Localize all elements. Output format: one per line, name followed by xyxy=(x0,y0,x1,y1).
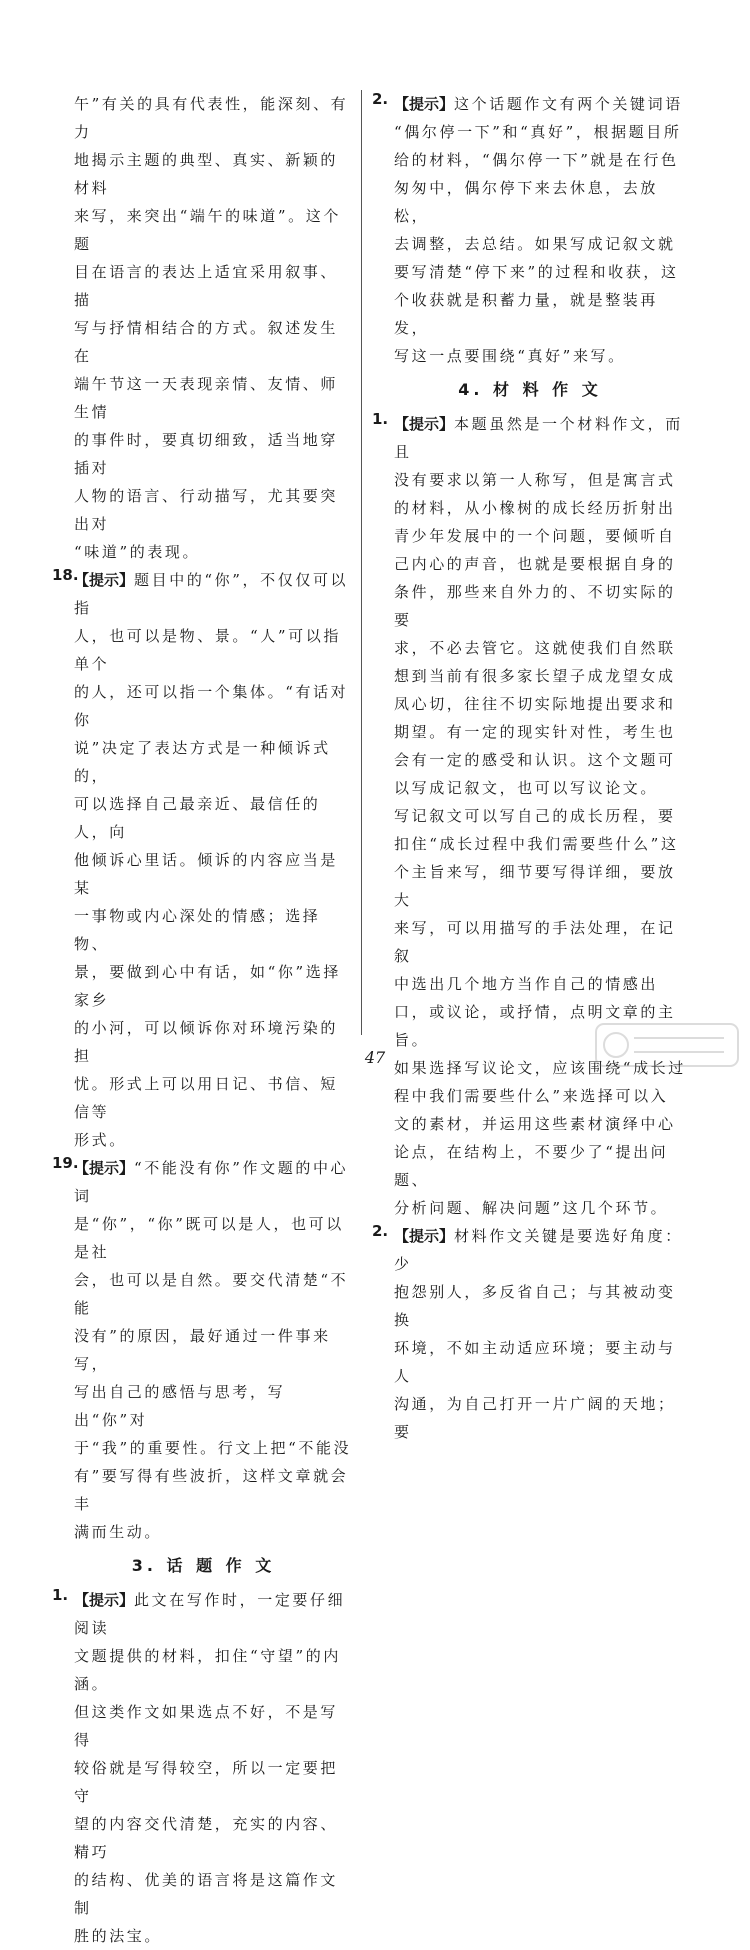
text-line: 抱怨别人，多反省自己；与其被动变换 xyxy=(394,1283,676,1329)
text-line: 说”决定了表达方式是一种倾诉式的， xyxy=(74,739,331,785)
text-line: 匆匆中，偶尔停下来去休息，去放松， xyxy=(394,179,659,225)
text-line: 会有一定的感受和认识。这个文题可 xyxy=(394,751,676,769)
section-heading: 4. 材 料 作 文 xyxy=(458,380,602,399)
text-line: 的事件时，要真切细致，适当地穿插对 xyxy=(74,431,339,477)
text-line: 可以选择自己最亲近、最信任的人，向 xyxy=(74,795,321,841)
text-line: 要写清楚“停下来”的过程和收获，这 xyxy=(394,263,679,281)
right-column xyxy=(372,90,688,1446)
text-line: 没有要求以第一人称写，但是寓言式 xyxy=(394,471,676,489)
text-line: 文题提供的材料，扣住“守望”的内涵。 xyxy=(74,1647,341,1693)
text-line: 目在语言的表达上适宜采用叙事、描 xyxy=(74,263,339,309)
text-line: 会，也可以是自然。要交代清楚“不能 xyxy=(74,1271,349,1317)
text-line: 来写，可以用描写的手法处理，在记叙 xyxy=(394,919,676,965)
text-line: 青少年发展中的一个问题，要倾听自 xyxy=(394,527,676,545)
text-line: 较俗就是写得较空，所以一定要把守 xyxy=(74,1759,339,1805)
text-line: 但这类作文如果选点不好，不是写得 xyxy=(74,1703,339,1749)
text-line: 给的材料，“偶尔停一下”就是在行色 xyxy=(394,151,679,169)
text-line: 期望。有一定的现实针对性，考生也 xyxy=(394,723,676,741)
text-line: 扣住“成长过程中我们需要些什么”这 xyxy=(394,835,679,853)
text-line: 忧。形式上可以用日记、书信、短信等 xyxy=(74,1075,339,1121)
item-number: 18. xyxy=(52,566,79,584)
text-line: 这个话题作文有两个关键词语 xyxy=(454,95,683,113)
hint-label: 【提示】 xyxy=(394,95,455,113)
column-divider xyxy=(361,90,362,1035)
answer-item-1 xyxy=(52,1586,355,1950)
text-line: 凤心切，往往不切实际地提出要求和 xyxy=(394,695,676,713)
text-line: 形式。 xyxy=(74,1131,127,1149)
text-line: 是“你”，“你”既可以是人，也可以是社 xyxy=(74,1215,344,1261)
hint-label: 【提示】 xyxy=(74,1159,135,1177)
answer-item-1 xyxy=(372,410,688,1222)
text-line: 己内心的声音，也就是要根据自身的 xyxy=(394,555,676,573)
continued-text xyxy=(52,90,355,566)
text-line: 一事物或内心深处的情感；选择物、 xyxy=(74,907,321,953)
text-line: 人物的语言、行动描写，尤其要突出对 xyxy=(74,487,339,533)
answer-item-19 xyxy=(52,1154,355,1546)
page-number: 47 xyxy=(364,1048,386,1067)
text-line: 于“我”的重要性。行文上把“不能没 xyxy=(74,1439,352,1457)
text-line: 论点，在结构上，不要少了“提出问题、 xyxy=(394,1143,669,1189)
text-line: 写与抒情相结合的方式。叙述发生在 xyxy=(74,319,339,365)
text-line: 以写成记叙文，也可以写议论文。 xyxy=(394,779,659,797)
section-heading: 3. 话 题 作 文 xyxy=(131,1556,276,1575)
text-line: 胜的法宝。 xyxy=(74,1927,163,1945)
text-line: 分析问题、解决问题”这几个环节。 xyxy=(394,1199,669,1217)
item-number: 1. xyxy=(372,410,389,428)
text-line: 此文在写作时，一定要仔细阅读 xyxy=(74,1591,346,1637)
watermark-logo xyxy=(592,1020,742,1070)
text-line: 地揭示主题的典型、真实、新颖的材料 xyxy=(74,151,339,197)
text-line: 口，或议论，或抒情，点明文章的主旨。 xyxy=(394,1003,676,1049)
text-line: 望的内容交代清楚，充实的内容、精巧 xyxy=(74,1815,339,1861)
text-line: 环境，不如主动适应环境；要主动与人 xyxy=(394,1339,676,1385)
text-line: 个主旨来写，细节要写得详细，要放大 xyxy=(394,863,676,909)
text-line: 他倾诉心里话。倾诉的内容应当是某 xyxy=(74,851,339,897)
answer-item-2 xyxy=(372,90,688,370)
text-line: 题目中的“你”，不仅仅可以指 xyxy=(74,571,349,617)
text-line: 来写，来突出“端午的味道”。这个题 xyxy=(74,207,341,253)
text-line: 中选出几个地方当作自己的情感出 xyxy=(394,975,659,993)
text-line: 的人，还可以指一个集体。“有话对你 xyxy=(74,683,349,729)
hint-label: 【提示】 xyxy=(394,415,455,433)
text-line: 程中我们需要些什么”来选择可以入 xyxy=(394,1087,669,1105)
item-number: 1. xyxy=(52,1586,69,1604)
text-line: “味道”的表现。 xyxy=(74,543,201,561)
text-line: 如果选择写议论文，应该围绕“成长过 xyxy=(394,1059,686,1077)
text-line: 文的素材，并运用这些素材演绎中心 xyxy=(394,1115,676,1133)
text-line: 写出自己的感悟与思考，写出“你”对 xyxy=(74,1383,286,1429)
text-line: 满而生动。 xyxy=(74,1523,163,1541)
text-line: 求，不必去管它。这就使我们自然联 xyxy=(394,639,676,657)
text-line: 材料作文关键是要选好角度：少 xyxy=(394,1227,683,1273)
hint-label: 【提示】 xyxy=(394,1227,455,1245)
text-line: 写这一点要围绕“真好”来写。 xyxy=(394,347,626,365)
text-line: 有”要写得有些波折，这样文章就会丰 xyxy=(74,1467,349,1513)
text-line: 景，要做到心中有话，如“你”选择家乡 xyxy=(74,963,341,1009)
hint-label: 【提示】 xyxy=(74,571,135,589)
text-line: 的小河，可以倾诉你对环境污染的担 xyxy=(74,1019,339,1065)
text-line: 沟通，为自己打开一片广阔的天地；要 xyxy=(394,1395,676,1441)
text-line: 人，也可以是物、景。“人”可以指单个 xyxy=(74,627,341,673)
text-line: 条件，那些来自外力的、不切实际的要 xyxy=(394,583,676,629)
text-line: 的材料，从小橡树的成长经历折射出 xyxy=(394,499,676,517)
text-line: 写记叙文可以写自己的成长历程，要 xyxy=(394,807,676,825)
text-line: “偶尔停一下”和“真好”，根据题目所 xyxy=(394,123,682,141)
left-column xyxy=(52,90,355,1950)
answer-item-2b xyxy=(372,1222,688,1446)
hint-label: 【提示】 xyxy=(74,1591,135,1609)
text-line: 本题虽然是一个材料作文，而且 xyxy=(394,415,683,461)
item-number: 2. xyxy=(372,90,389,108)
text-line: 午”有关的具有代表性，能深刻、有力 xyxy=(74,95,349,141)
item-number: 19. xyxy=(52,1154,79,1172)
text-line: 端午节这一天表现亲情、友情、师生情 xyxy=(74,375,339,421)
item-number: 2. xyxy=(372,1222,389,1240)
text-line: 没有”的原因，最好通过一件事来写， xyxy=(74,1327,331,1373)
text-line: “不能没有你”作文题的中心词 xyxy=(74,1159,349,1205)
text-line: 个收获就是积蓄力量，就是整装再发， xyxy=(394,291,659,337)
text-line: 想到当前有很多家长望子成龙望女成 xyxy=(394,667,676,685)
text-line: 去调整，去总结。如果写成记叙文就 xyxy=(394,235,676,253)
text-line: 的结构、优美的语言将是这篇作文制 xyxy=(74,1871,339,1917)
